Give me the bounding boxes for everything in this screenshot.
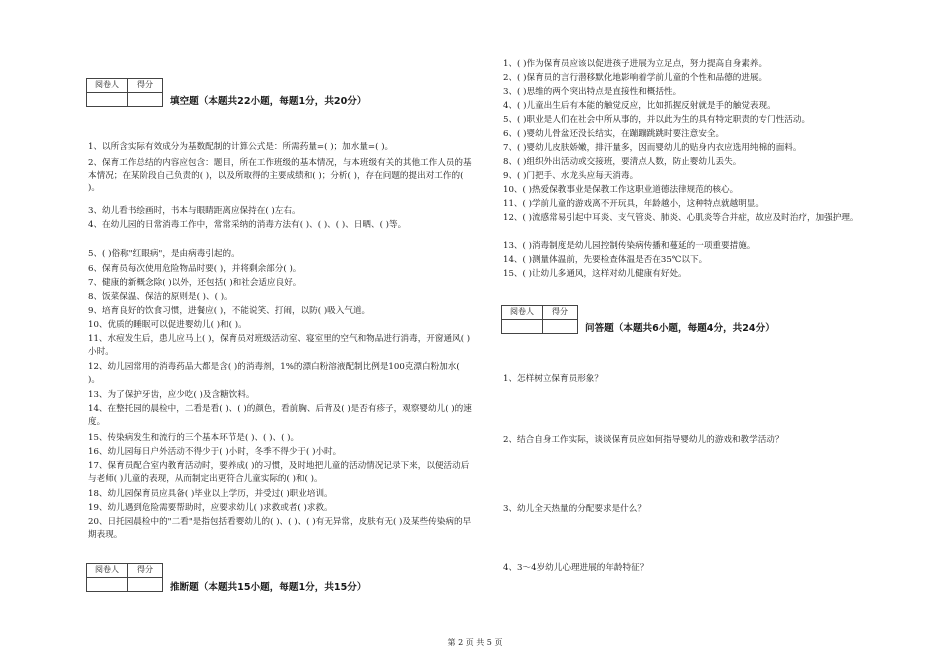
fill-question-12: 12、幼儿园常用的消毒药品大都是含( )的消毒剂，1%的漂白粉溶液配制比例是100克漂白粉加水( )。 — [88, 362, 460, 385]
fill-question-3: 3、幼儿看书绘画时，书本与眼睛距离应保持在( )左右。 — [88, 206, 301, 216]
fill-question-1: 1、以所含实际有效成分为基数配制的计算公式是：所需药量=( )；加水量=( )。 — [88, 142, 394, 152]
fill-section-title: 填空题（本题共22小题，每题1分，共20分） — [170, 96, 367, 107]
fill-question-9: 9、培育良好的饮食习惯，进餐应( )，不能说笑、打闹，以防( )吸入气道。 — [88, 306, 371, 316]
fill-question-16: 16、幼儿园每日户外活动不得少于( )小时，冬季不得少于( )小时。 — [88, 447, 342, 457]
fill-question-18: 18、幼儿园保育员应具备( )毕业以上学历，并受过( )职业培训。 — [88, 489, 333, 499]
judge-question-3: 3、( )思维的两个突出特点是直接性和概括性。 — [503, 87, 682, 97]
qa-question-3: 3、幼儿全天热量的分配要求是什么？ — [503, 504, 646, 514]
reviewer-cell[interactable] — [87, 92, 128, 106]
judge-question-9: 9、( )门把手、水龙头应每天消毒。 — [503, 171, 639, 181]
score-box-fill — [86, 78, 163, 107]
fill-question-17: 17、保育员配合室内教育活动时，要养成( )的习惯，及时地把儿童的活动情况记录下来，以便活动后与老师( )儿童的表现，从而制定出更符合儿童实际的( )和( )。 — [88, 461, 470, 484]
judge-question-2: 2、( )保育员的言行潜移默化地影响着学前儿童的个性和品德的进展。 — [503, 73, 768, 83]
score-label: 得分 — [128, 79, 163, 93]
judge-question-8: 8、( )组织外出活动或交接班，要清点人数，防止婴幼儿丢失。 — [503, 157, 742, 167]
judge-question-6: 6、( )婴幼儿骨盆还没长结实，在蹦蹦跳跳时要注意安全。 — [503, 129, 725, 139]
fill-question-5: 5、( )俗称"红眼病"，是由病毒引起的。 — [88, 249, 240, 259]
reviewer-cell[interactable] — [87, 577, 128, 591]
qa-question-1: 1、怎样树立保育员形象？ — [503, 374, 603, 384]
judge-question-14: 14、( )测量体温前，先要检查体温是否在35℃以下。 — [503, 255, 708, 265]
judge-question-4: 4、( )儿童出生后有本能的触觉反应，比如抓握反射就是手的触觉表现。 — [503, 101, 776, 111]
judge-question-10: 10、( )热爱保教事业是保教工作这职业道德法律规范的核心。 — [503, 185, 739, 195]
judge-section-title: 推断题（本题共15小题，每题1分，共15分） — [170, 582, 367, 593]
reviewer-cell[interactable] — [502, 319, 543, 333]
judge-question-11: 11、( )学前儿童的游戏离不开玩具，年龄越小，这种特点就越明显。 — [503, 199, 764, 209]
score-box-qa — [501, 305, 578, 334]
qa-section-title: 问答题（本题共6小题，每题4分，共24分） — [585, 323, 775, 334]
fill-question-14: 14、在整托园的晨检中，二看是看( )、( )的颜色，看前胸、后背及( )是否有疹子，观察婴幼儿( )的速度。 — [88, 404, 472, 427]
reviewer-label: 阅卷人 — [87, 564, 128, 578]
page-footer: 第 2 页 共 5 页 — [447, 638, 503, 647]
fill-question-20: 20、日托园晨检中的"二看"是指包括看婴幼儿的( )、( )、( )有无异常，皮肤有无( )及某些传染病的早期表现。 — [88, 517, 472, 540]
judge-question-7: 7、( )婴幼儿皮肤娇嫩，排汗量多，因而婴幼儿的贴身内衣应选用纯棉的面料。 — [503, 143, 802, 153]
fill-question-8: 8、饭菜保温、保洁的原则是( )、( )。 — [88, 292, 233, 302]
reviewer-label: 阅卷人 — [502, 306, 543, 320]
fill-question-11: 11、水痘发生后，患儿应马上( )，保育员对班级活动室、寝室里的空气和物品进行消毒，开窗通风( )小时。 — [88, 334, 471, 357]
score-label: 得分 — [543, 306, 578, 320]
fill-question-19: 19、幼儿遇到危险需要帮助时，应要求幼儿( )求救或者( )求救。 — [88, 503, 333, 513]
score-cell[interactable] — [543, 319, 578, 333]
fill-question-2: 2、保育工作总结的内容应包含：题目，所在工作班级的基本情况，与本班级有关的其他工作人员的基本情况；在某阶段自己负责的( )，以及所取得的主要成绩和( )；分析( )，存在问题的提出对工作的( )。 — [88, 158, 472, 194]
judge-question-12: 12、( )流感常易引起中耳炎、支气管炎、肺炎、心肌炎等合并症，故应及时治疗，加强护理。 — [503, 213, 859, 223]
fill-question-15: 15、传染病发生和流行的三个基本环节是( )、( )、( )。 — [88, 433, 300, 443]
judge-question-1: 1、( )作为保育员应该以促进孩子进展为立足点，努力提高自身素养。 — [503, 59, 768, 69]
judge-question-13: 13、( )消毒制度是幼儿园控制传染病传播和蔓延的一项重要措施。 — [503, 241, 756, 251]
fill-question-10: 10、优质的睡眠可以促进婴幼儿( )和( )。 — [88, 320, 247, 330]
judge-question-5: 5、( )职业是人们在社会中所从事的，并以此为生的具有特定职责的专门性活动。 — [503, 115, 811, 125]
qa-question-4: 4、3～4岁幼儿心理进展的年龄特征？ — [503, 563, 649, 573]
score-label: 得分 — [128, 564, 163, 578]
score-box-judge — [86, 563, 163, 592]
fill-question-13: 13、为了保护牙齿，应少吃( )及含糖饮料。 — [88, 390, 255, 400]
score-cell[interactable] — [128, 577, 163, 591]
qa-question-2: 2、结合自身工作实际，谈谈保育员应如何指导婴幼儿的游戏和教学活动？ — [503, 435, 784, 445]
reviewer-label: 阅卷人 — [87, 79, 128, 93]
score-cell[interactable] — [128, 92, 163, 106]
judge-question-15: 15、( )让幼儿多通风，这样对幼儿健康有好处。 — [503, 269, 687, 279]
fill-question-6: 6、保育员每次使用危险物品时要( )，并将剩余部分( )。 — [88, 264, 302, 274]
fill-question-7: 7、健康的新概念除( )以外，还包括( )和社会适应良好。 — [88, 278, 302, 288]
fill-question-4: 4、在幼儿园的日常消毒工作中，常常采纳的消毒方法有( )、( )、( )、日晒、( )等。 — [88, 220, 407, 230]
